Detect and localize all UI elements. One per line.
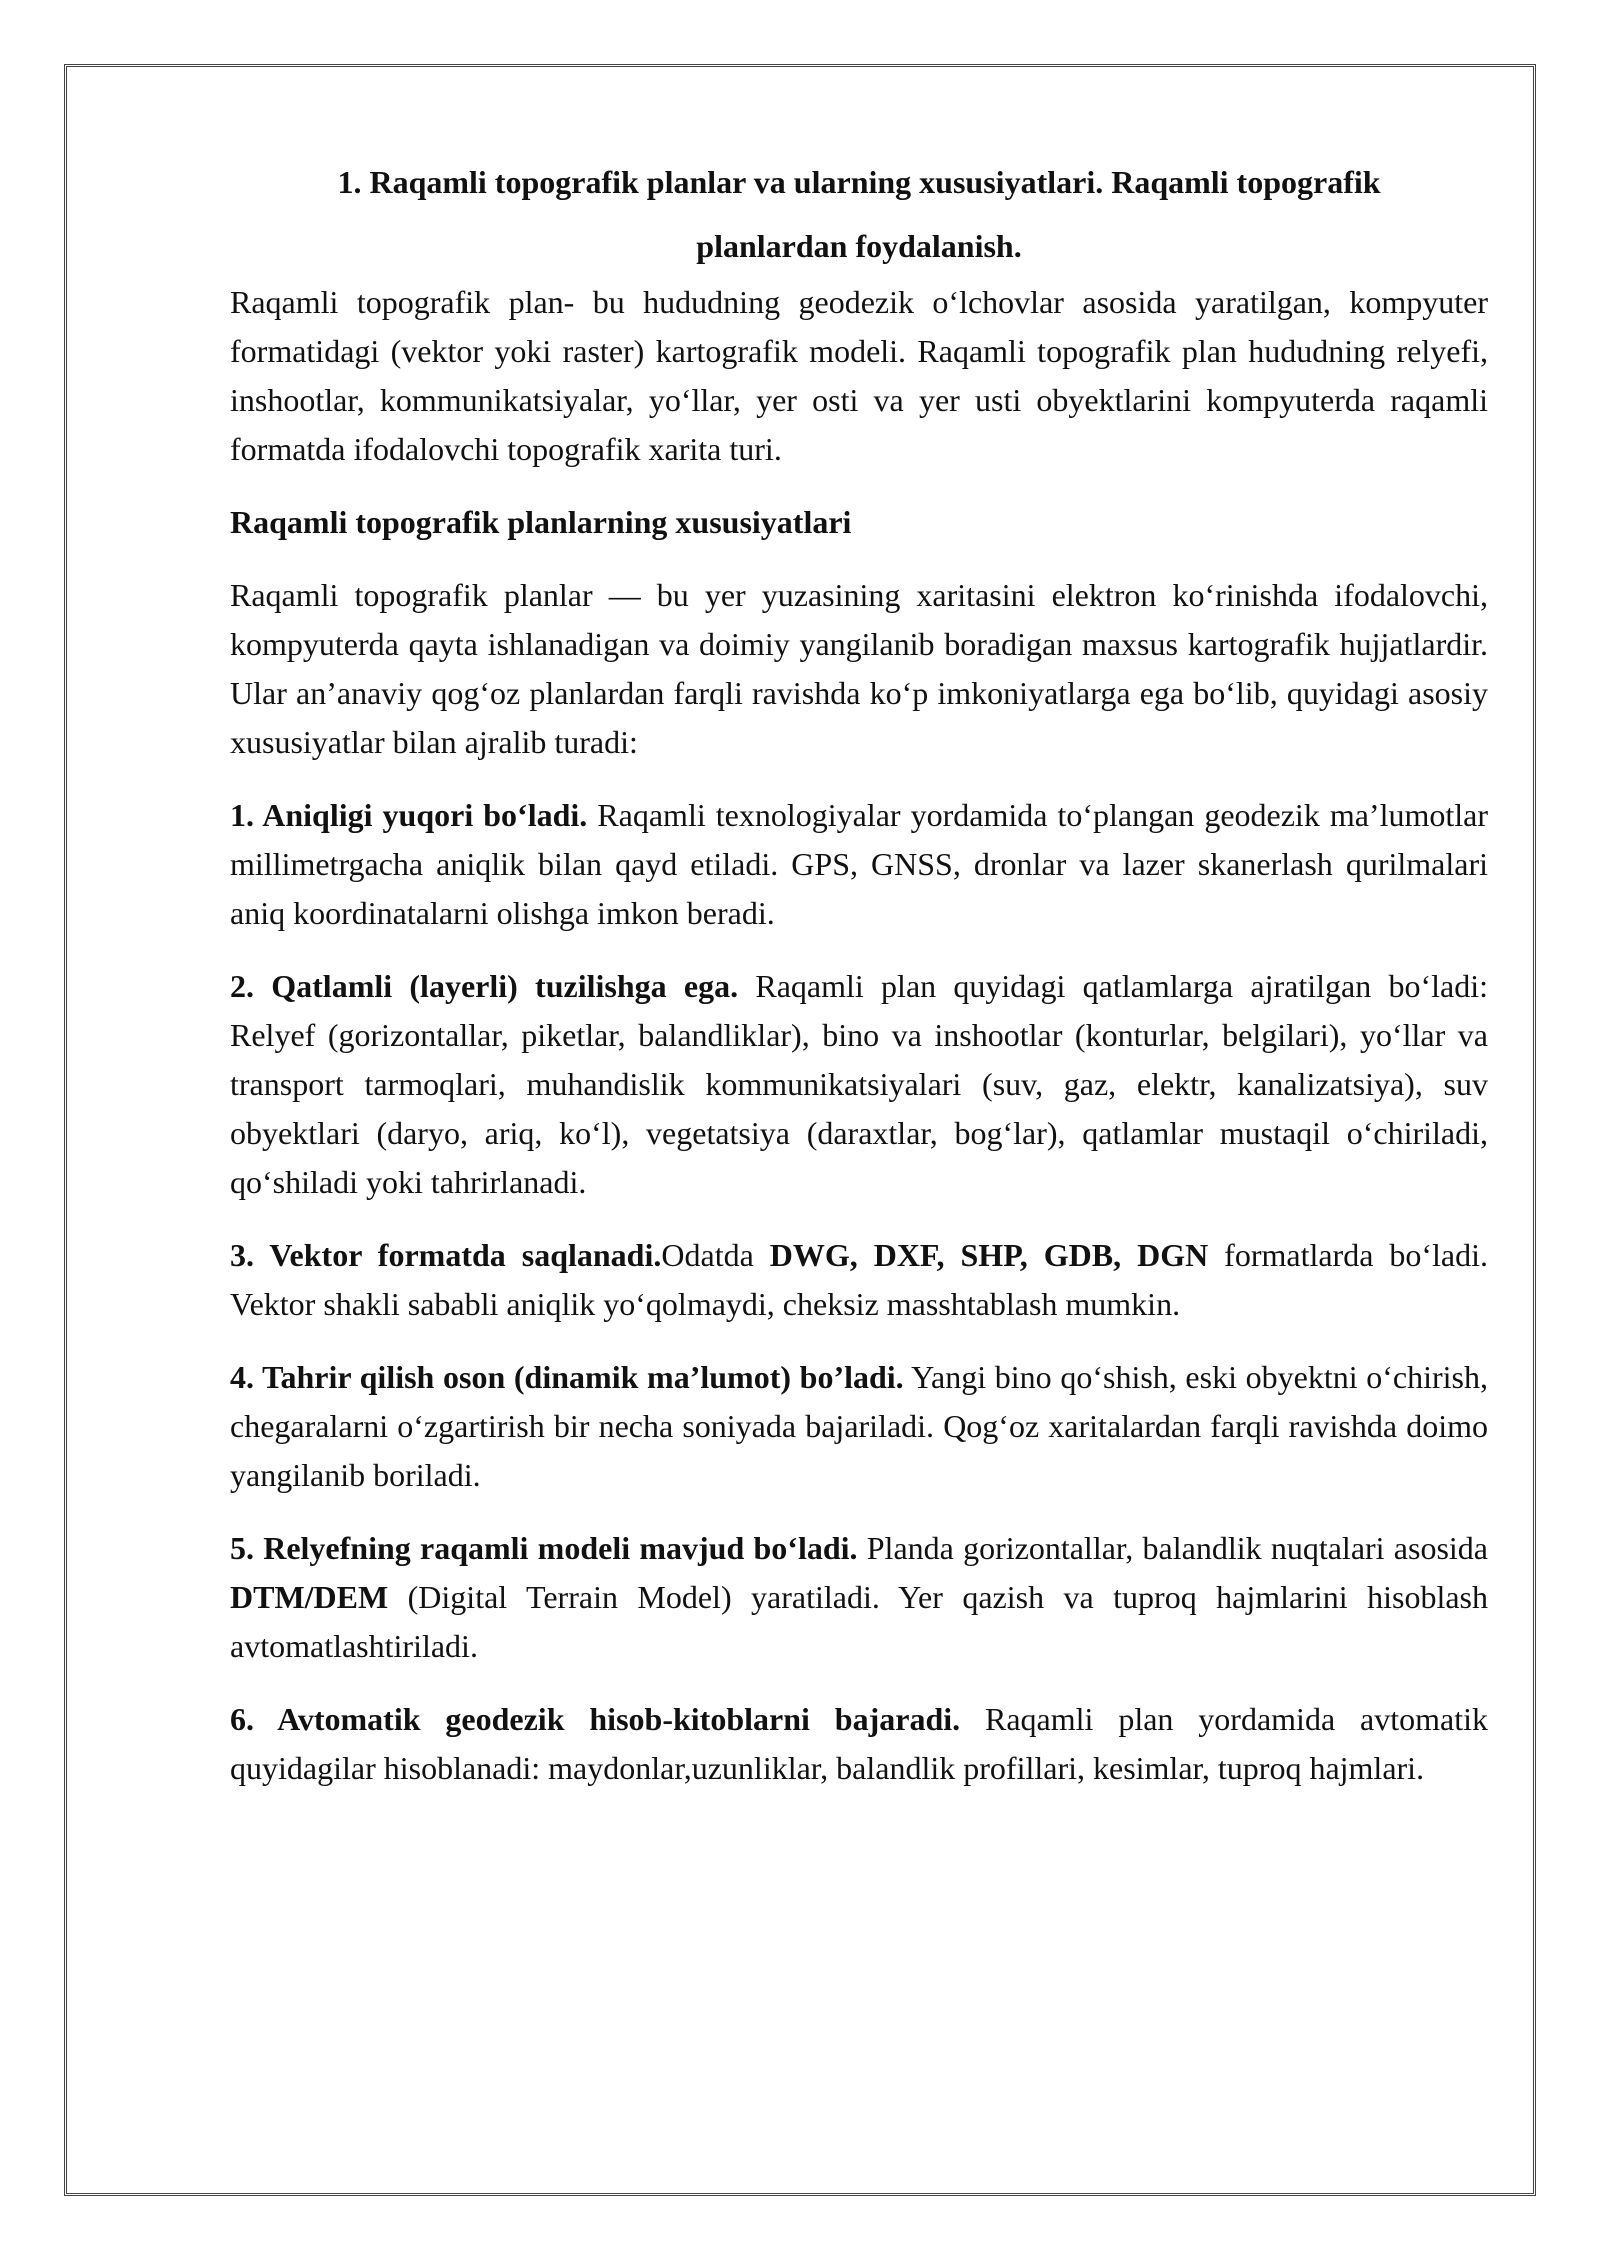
page-title <box>230 150 1488 278</box>
feature-item-4-text: Yangi bino qo‘shish, eski obyektni o‘chirish, chegaralarni o‘zgartirish bir necha soniyada bajariladi. Qog‘oz xaritalardan farqli ravishda doimo yangilanib boriladi. <box>230 1359 1489 1493</box>
feature-item-1 <box>230 791 1488 938</box>
page-title-line-2: planlardan foydalanish. <box>696 228 1022 264</box>
feature-item-4 <box>230 1353 1488 1500</box>
feature-item-5-text-before: Planda gorizontallar, balandlik nuqtalari asosida <box>857 1530 1489 1566</box>
feature-item-3-text-before: Odatda <box>661 1237 770 1273</box>
feature-item-4-heading: 4. Tahrir qilish oson (dinamik ma’lumot) bo’ladi. <box>230 1359 904 1395</box>
feature-item-5-dtm: DTM/DEM <box>230 1579 389 1615</box>
feature-item-3-formats: DWG, DXF, SHP, GDB, DGN <box>769 1237 1209 1273</box>
feature-item-2-heading: 2. Qatlamli (layerli) tuzilishga ega. <box>230 968 739 1004</box>
feature-item-1-heading: 1. Aniqligi yuqori bo‘ladi. <box>230 797 588 833</box>
feature-item-5-heading: 5. Relyefning raqamli modeli mavjud bo‘ladi. <box>230 1530 858 1566</box>
feature-item-3-heading: 3. Vektor formatda saqlanadi. <box>230 1237 662 1273</box>
feature-item-2-text: Raqamli plan quyidagi qatlamlarga ajratilgan bo‘ladi: Relyef (gorizontallar, piketlar, balandliklar), bino va inshootlar (konturlar, belgilari), yo‘llar va transport tarmoqlari, muhandislik kommunikatsiyalari (suv, gaz, elektr, kanalizatsiya), suv obyektlari (daryo, ariq, ko‘l), vegetatsiya (daraxtlar, bog‘lar), qatlamlar mustaqil o‘chiriladi, qo‘shiladi yoki tahrirlanadi. <box>230 968 1489 1200</box>
document-body <box>230 150 1488 1793</box>
feature-item-3-text-after: formatlarda bo‘ladi. Vektor shakli sababli aniqlik yo‘qolmaydi, cheksiz masshtablash mumkin. <box>230 1237 1489 1322</box>
section-intro-paragraph: Raqamli topografik planlar — bu yer yuzasining xaritasini elektron ko‘rinishda ifodalovchi, kompyuterda qayta ishlanadigan va doimiy yangilanib boradigan maxsus kartografik hujjatlardir. Ular an’anaviy qog‘oz planlardan farqli ravishda ko‘p imkoniyatlarga ega bo‘lib, quyidagi asosiy xususiyatlar bilan ajralib turadi: <box>230 577 1488 760</box>
feature-item-3 <box>230 1231 1488 1329</box>
feature-item-6-text: Raqamli plan yordamida avtomatik quyidagilar hisoblanadi: maydonlar,uzunliklar, balandlik profillari, kesimlar, tuproq hajmlari. <box>230 1701 1488 1786</box>
page-title-line-1: 1. Raqamli topografik planlar va ularning xususiyatlari. Raqamli topografik <box>337 164 1381 200</box>
intro-paragraph: Raqamli topografik plan- bu hududning geodezik o‘lchovlar asosida yaratilgan, kompyuter formatidagi (vektor yoki raster) kartografik modeli. Raqamli topografik plan hududning relyefi, inshootlar, kommunikatsiyalar, yo‘llar, yer osti va yer usti obyektlarini kompyuterda raqamli formatda ifodalovchi topografik xarita turi. <box>230 284 1488 467</box>
section-heading: Raqamli topografik planlarning xususiyatlari <box>230 504 852 540</box>
feature-item-1-text: Raqamli texnologiyalar yordamida to‘plangan geodezik ma’lumotlar millimetrgacha aniqlik bilan qayd etiladi. GPS, GNSS, dronlar va lazer skanerlash qurilmalari aniq koordinatalarni olishga imkon beradi. <box>230 797 1489 931</box>
feature-item-6-heading: 6. Avtomatik geodezik hisob-kitoblarni bajaradi. <box>230 1701 961 1737</box>
feature-item-5-text-after: (Digital Terrain Model) yaratiladi. Yer qazish va tuproq hajmlarini hisoblash avtomatlashtiriladi. <box>230 1579 1488 1664</box>
feature-item-6 <box>230 1695 1488 1793</box>
feature-item-5 <box>230 1524 1488 1671</box>
feature-item-2 <box>230 962 1488 1207</box>
